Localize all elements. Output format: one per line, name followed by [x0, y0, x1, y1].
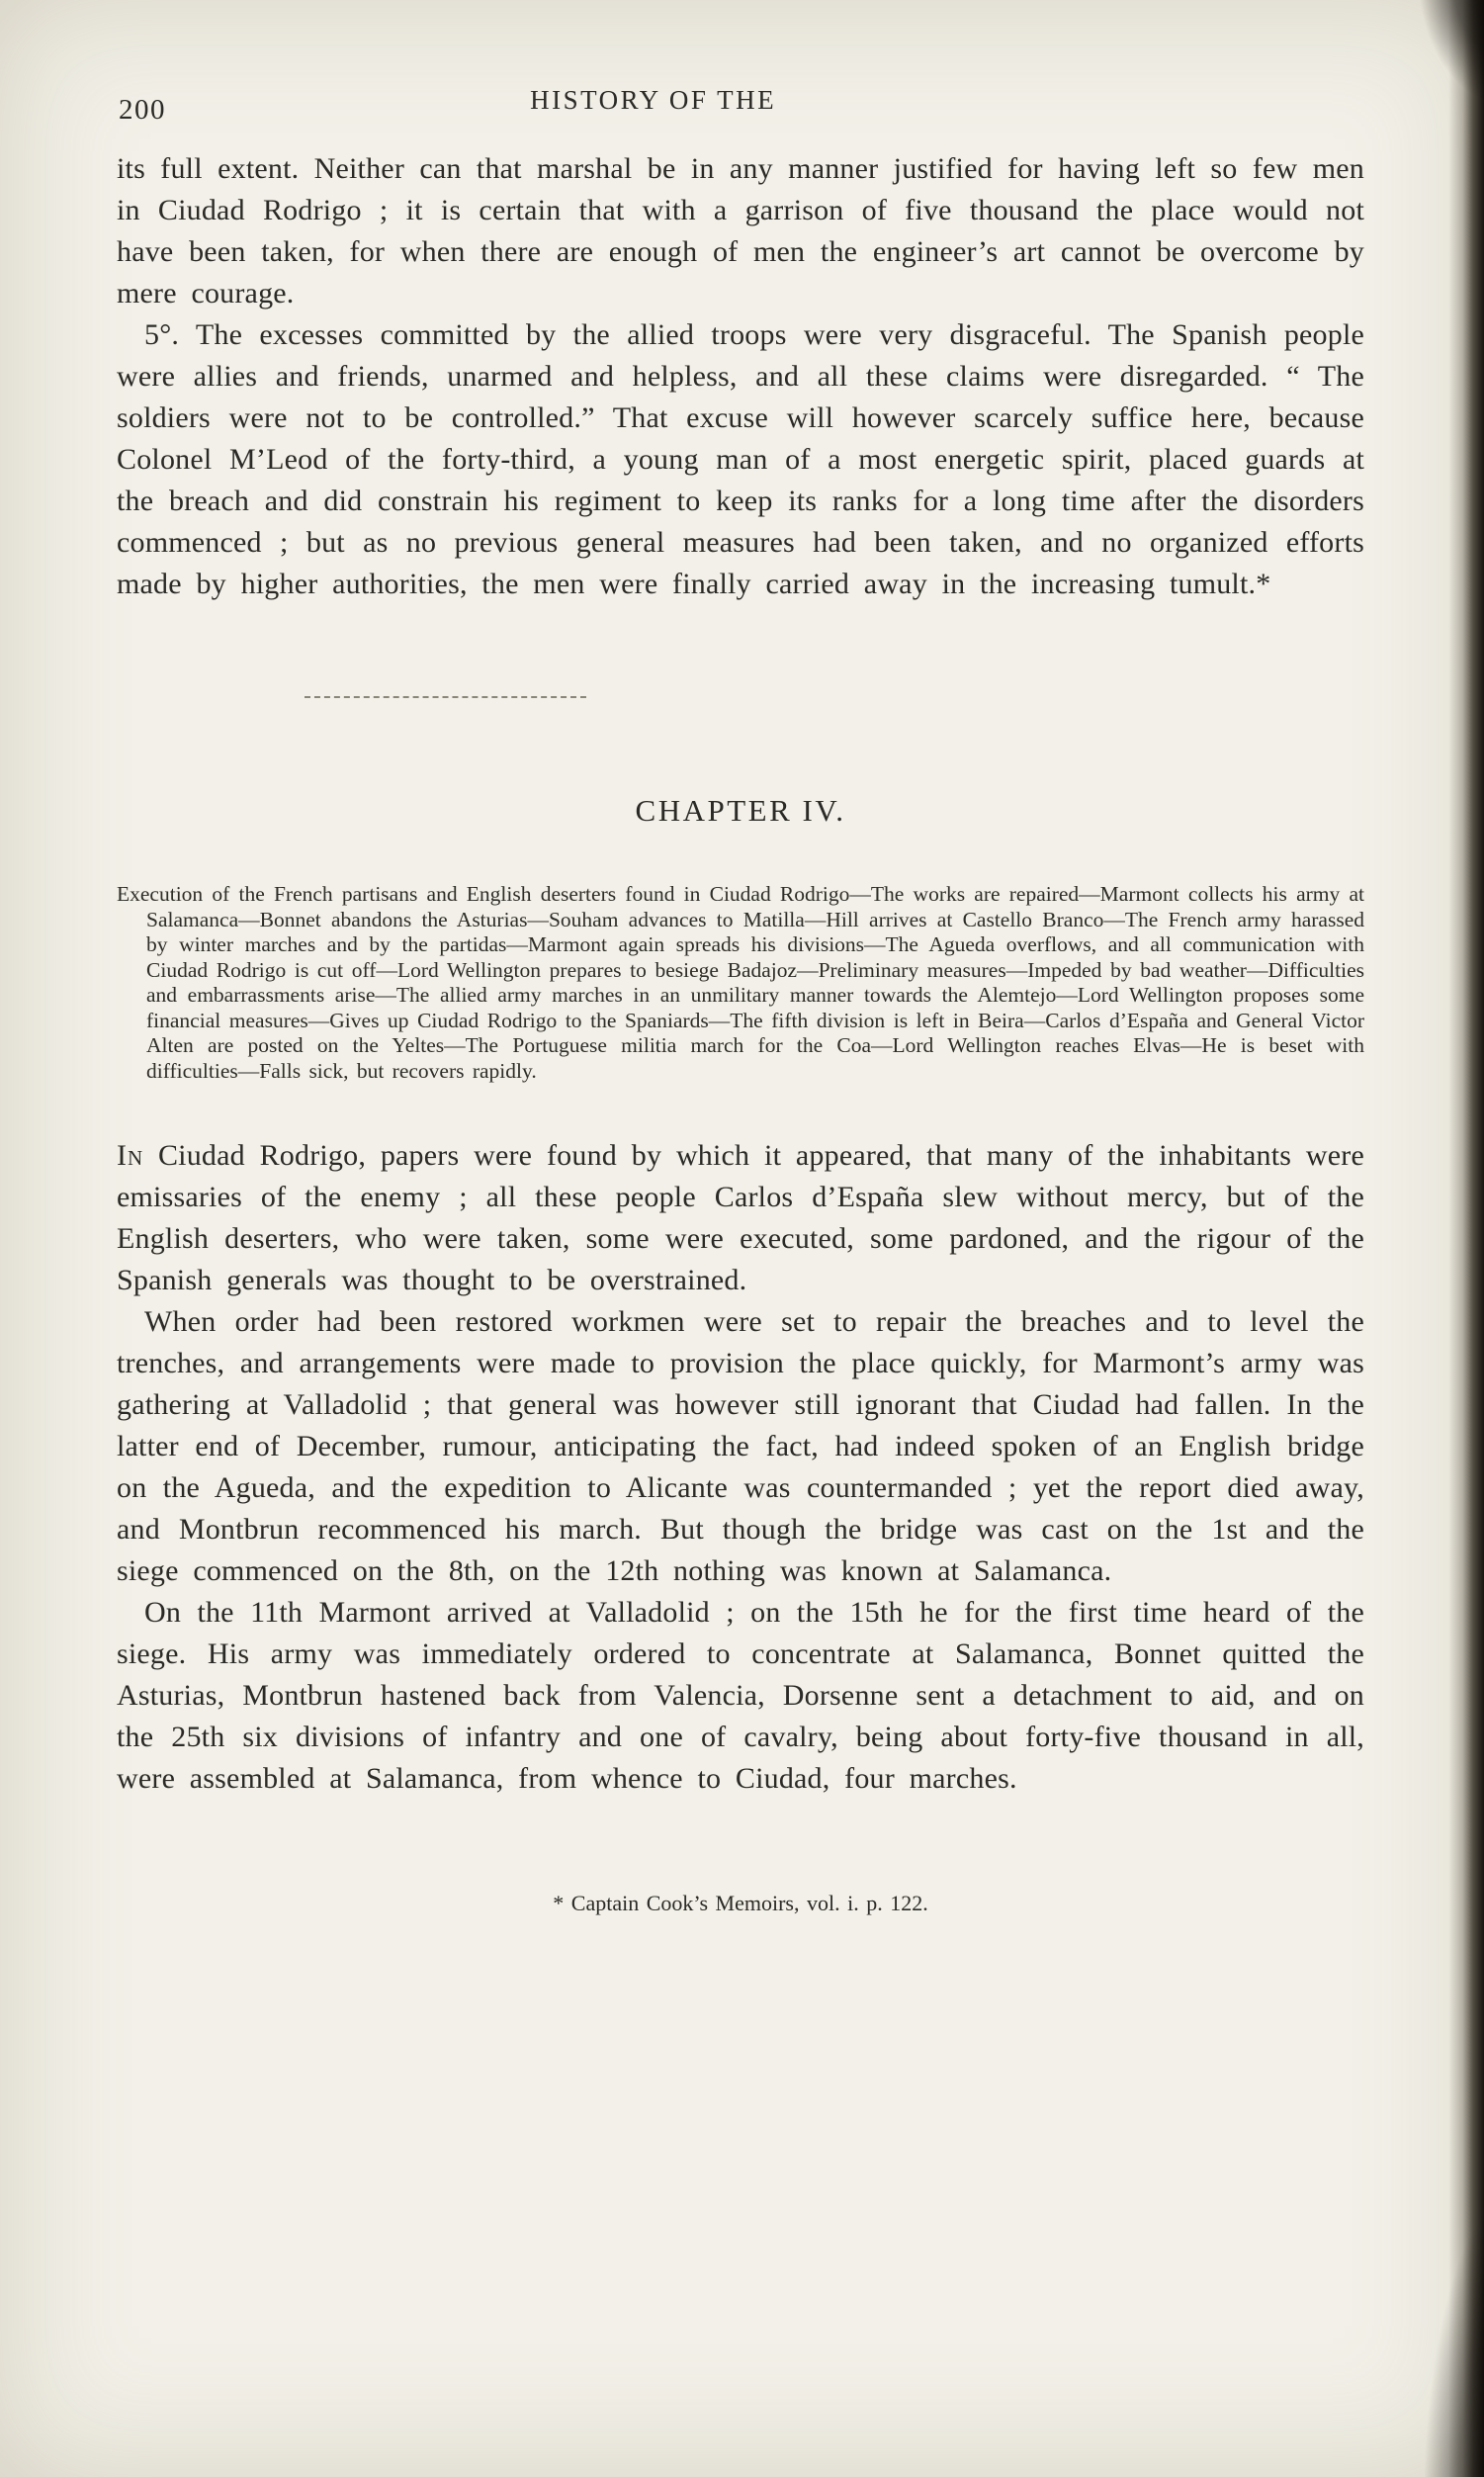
section-divider	[305, 696, 586, 698]
running-header: HISTORY OF THE	[530, 85, 777, 115]
chapter-paragraph-2: When order had been restored workmen were set to repair the breaches and to level the trenches, and arrangements were made to provision the place quickly, for Marmont’s army was gathering at Valladolid ; that general was however still ignorant that Ciudad had fallen. In the latter end of December, rumour, anticipating the fact, had indeed spoken of an English bridge on the Agueda, and the expedition to Alicante was countermanded ; yet the report died away, and Montbrun recommenced his march. But though the bridge was cast on the 1st and the siege commenced on the 8th, on the 12th nothing was known at Salamanca.	[117, 1305, 1364, 1587]
chapter-paragraph-1-text: Ciudad Rodrigo, papers were found by which it appeared, that many of the inhabitants were emissaries of the enemy ; all these people Carlos d’España slew without mercy, but of the English deserters, who were taken, some were executed, some pardoned, and the rigour of the Spanish generals was thought to be overstrained.	[117, 1139, 1364, 1296]
chapter-opening-word: In	[117, 1139, 144, 1172]
footnote: * Captain Cook’s Memoirs, vol. i. p. 122.	[553, 1891, 928, 1915]
chapter-argument: Execution of the French partisans and English deserters found in Ciudad Rodrigo—The works are repaired—Marmont collects his army at Salamanca—Bonnet abandons the Asturias—Souham advances to Matilla—Hill arrives at Castello Branco—The French army harassed by winter marches and by the partidas—Marmont again spreads his divisions—The Agueda overflows, and all communication with Ciudad Rodrigo is cut off—Lord Wellington prepares to besiege Badajoz—Preliminary measures—Impeded by bad weather—Difficulties and embarrassments arise—The allied army marches in an unmilitary manner towards the Alemtejo—Lord Wellington proposes some financial measures—Gives up Ciudad Rodrigo to the Spaniards—The fifth division is left in Beira—Carlos d’España and General Victor Alten are posted on the Yeltes—The Portuguese militia march for the Coa—Lord Wellington reaches Elvas—He is beset with difficulties—Falls sick, but recovers rapidly.	[117, 882, 1364, 1083]
page-number: 200	[119, 94, 166, 126]
scan-corner-bottom-shadow	[1425, 2200, 1484, 2477]
chapter-paragraph-3: On the 11th Marmont arrived at Valladolid ; on the 15th he for the first time heard of the siege. His army was immediately ordered to concentrate at Salamanca, Bonnet quitted the Asturias, Montbrun hastened back from Valencia, Dorsenne sent a detachment to aid, and on the 25th six divisions of infantry and one of cavalry, being about forty-five thousand in all, were assembled at Salamanca, from whence to Ciudad, four marches.	[117, 1596, 1364, 1795]
chapter-heading: CHAPTER IV.	[635, 793, 846, 828]
chapter-paragraph-1	[117, 1135, 1364, 1301]
text-block	[117, 85, 1364, 1916]
scan-edge-shadow	[1448, 0, 1484, 2477]
intro-paragraph-1: its full extent. Neither can that marshal be in any manner justified for having left so few men in Ciudad Rodrigo ; it is certain that with a garrison of five thousand the place would not have been taken, for when there are enough of men the engineer’s art cannot be overcome by mere courage.	[117, 152, 1364, 310]
intro-paragraph-2: 5°. The excesses committed by the allied troops were very disgraceful. The Spanish people were allies and friends, unarmed and helpless, and all these claims were disregarded. “ The soldiers were not to be controlled.” That excuse will however scarcely suffice here, because Colonel M’Leod of the forty-third, a young man of a most energetic spirit, placed guards at the breach and did constrain his regiment to keep its ranks for a long time after the disorders commenced ; but as no previous general measures had been taken, and no organized efforts made by higher authorities, the men were finally carried away in the increasing tumult.*	[117, 318, 1364, 600]
scan-corner-top-shadow	[1420, 0, 1484, 104]
page-header	[117, 85, 1364, 127]
